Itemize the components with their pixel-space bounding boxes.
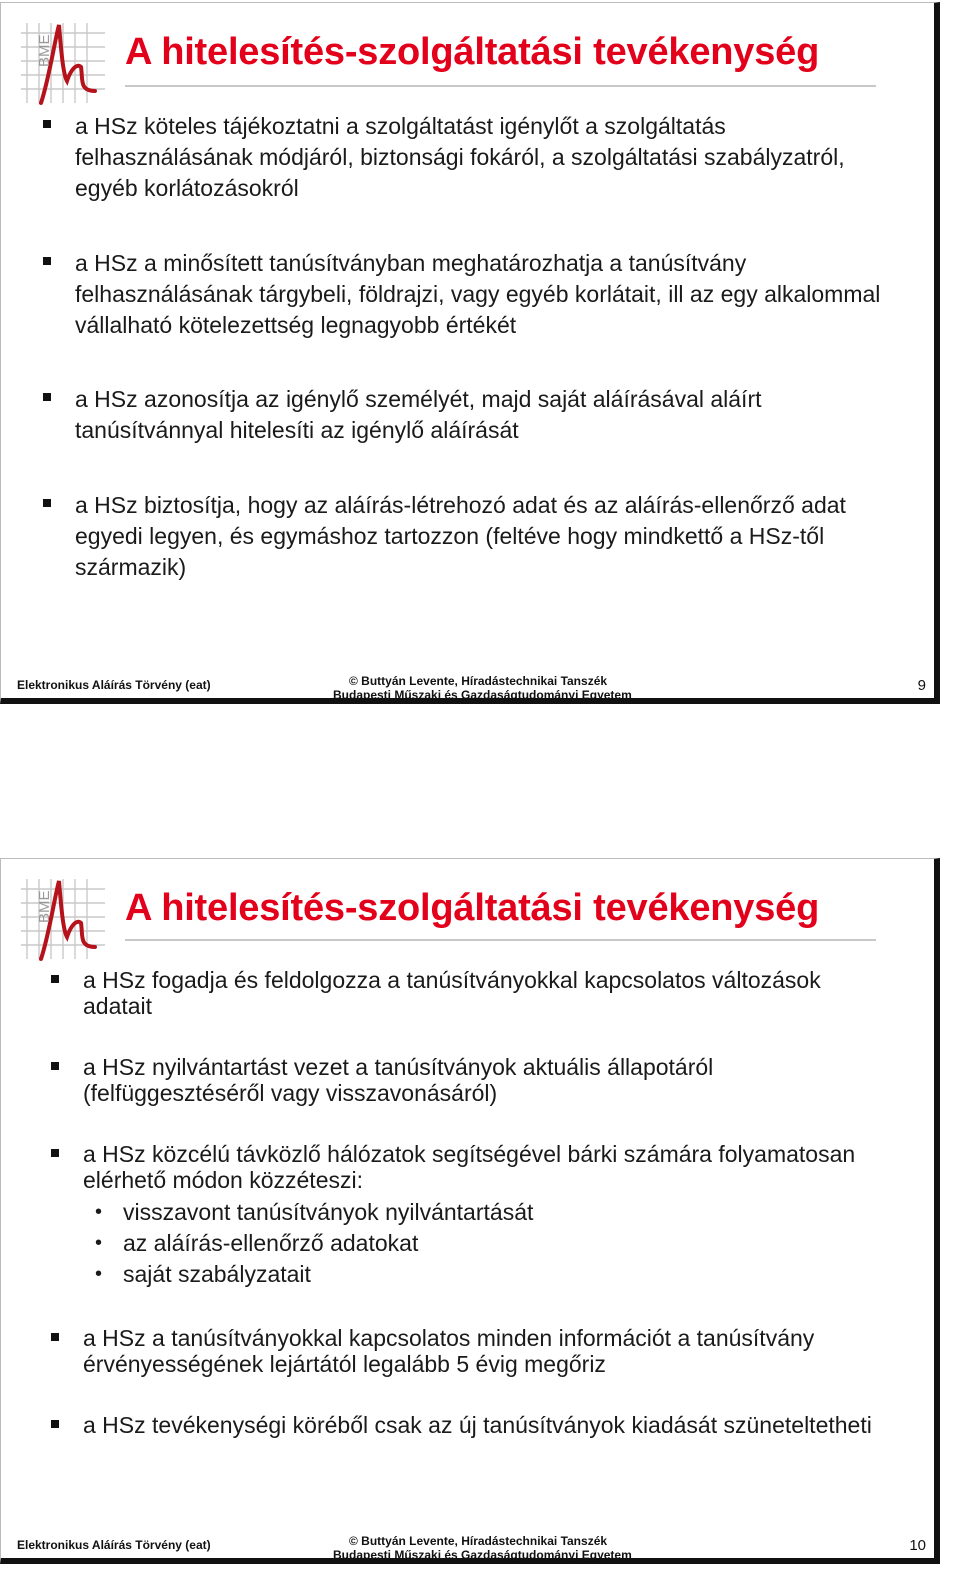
bullet-text: a HSz biztosítja, hogy az aláírás-létrehozó adat és az aláírás-ellenőrző adat egyedi legyen, és egymáshoz tartozzon (feltéve hogy mindkettő a HSz-től származik) <box>75 492 846 580</box>
sub-bullet-text: saját szabályzatait <box>123 1261 311 1287</box>
slide-footer <box>1 1528 934 1562</box>
bullet-text: a HSz köteles tájékoztatni a szolgáltatást igénylőt a szolgáltatás felhasználásának módjáról, biztonsági fokáról, a szolgáltatási szabályzatról, egyéb korlátozásokról <box>75 113 845 201</box>
bullet-text: a HSz azonosítja az igénylő személyét, majd saját aláírásával aláírt tanúsítvánnyal hitelesíti az igénylő aláírását <box>75 386 762 443</box>
square-bullet-icon <box>43 120 51 128</box>
bme-logo-icon <box>19 875 107 963</box>
title-divider <box>125 939 876 941</box>
page-number: 9 <box>917 677 926 694</box>
footer-copyright: © Buttyán Levente, Híradástechnikai Tanszék <box>349 674 608 688</box>
sub-bullet-list <box>83 1197 894 1290</box>
dot-bullet-icon: • <box>95 1201 103 1223</box>
bullet-text: a HSz a minősített tanúsítványban meghatározhatja a tanúsítvány felhasználásának tárgybeli, földrajzi, vagy egyéb korlátait, ill az egy alkalommal vállalható kötelezettség legnagyobb értékét <box>75 250 881 338</box>
dot-bullet-icon: • <box>95 1263 103 1285</box>
footer-university: Budapesti Műszaki és Gazdaságtudományi Egyetem <box>333 688 632 702</box>
sub-list-item <box>83 1228 894 1259</box>
slide-footer <box>1 668 934 702</box>
title-divider <box>125 85 876 87</box>
bme-logo-icon <box>19 19 107 107</box>
sub-bullet-text: visszavont tanúsítványok nyilvántartását <box>123 1199 534 1225</box>
svg-text:BME: BME <box>36 34 53 67</box>
sub-bullet-text: az aláírás-ellenőrző adatokat <box>123 1230 419 1256</box>
footer-credits <box>333 674 632 702</box>
bullet-text: a HSz tevékenységi köréből csak az új tanúsítványok kiadását szüneteltetheti <box>83 1412 872 1438</box>
footer-course-title: Elektronikus Aláírás Törvény (eat) <box>17 678 211 692</box>
list-item <box>41 490 894 583</box>
list-item <box>41 111 894 204</box>
square-bullet-icon <box>51 975 59 983</box>
list-item <box>41 384 894 446</box>
footer-course-title: Elektronikus Aláírás Törvény (eat) <box>17 1538 211 1552</box>
list-item <box>49 1054 894 1106</box>
square-bullet-icon <box>43 257 51 265</box>
footer-university: Budapesti Műszaki és Gazdaságtudományi Egyetem <box>333 1548 632 1562</box>
slide-10 <box>0 858 940 1564</box>
square-bullet-icon <box>51 1062 59 1070</box>
list-item <box>41 248 894 341</box>
dot-bullet-icon: • <box>95 1232 103 1254</box>
bullet-text: a HSz közcélú távközlő hálózatok segítségével bárki számára folyamatosan elérhető módon közzéteszi: <box>83 1141 856 1193</box>
bullet-text: a HSz nyilvántartást vezet a tanúsítványok aktuális állapotáról (felfüggesztéséről vagy visszavonásáról) <box>83 1054 714 1106</box>
bullet-list <box>41 111 894 627</box>
square-bullet-icon <box>51 1149 59 1157</box>
page-number: 10 <box>909 1537 926 1554</box>
sub-list-item <box>83 1197 894 1228</box>
slide-9 <box>0 2 940 704</box>
list-item <box>49 1141 894 1290</box>
svg-text:BME: BME <box>36 890 53 923</box>
slide-title: A hitelesítés-szolgáltatási tevékenység <box>125 887 820 929</box>
square-bullet-icon <box>43 393 51 401</box>
sub-list-item <box>83 1259 894 1290</box>
list-item <box>49 967 894 1019</box>
square-bullet-icon <box>51 1333 59 1341</box>
footer-copyright: © Buttyán Levente, Híradástechnikai Tanszék <box>349 1534 608 1548</box>
footer-credits <box>333 1534 632 1562</box>
slide-title: A hitelesítés-szolgáltatási tevékenység <box>125 31 820 73</box>
square-bullet-icon <box>43 499 51 507</box>
square-bullet-icon <box>51 1420 59 1428</box>
bullet-text: a HSz fogadja és feldolgozza a tanúsítványokkal kapcsolatos változások adatait <box>83 967 821 1019</box>
list-item <box>49 1412 894 1438</box>
list-item <box>49 1325 894 1377</box>
bullet-list <box>49 967 894 1473</box>
bullet-text: a HSz a tanúsítványokkal kapcsolatos minden információt a tanúsítvány érvényességének lejártától legalább 5 évig megőriz <box>83 1325 815 1377</box>
